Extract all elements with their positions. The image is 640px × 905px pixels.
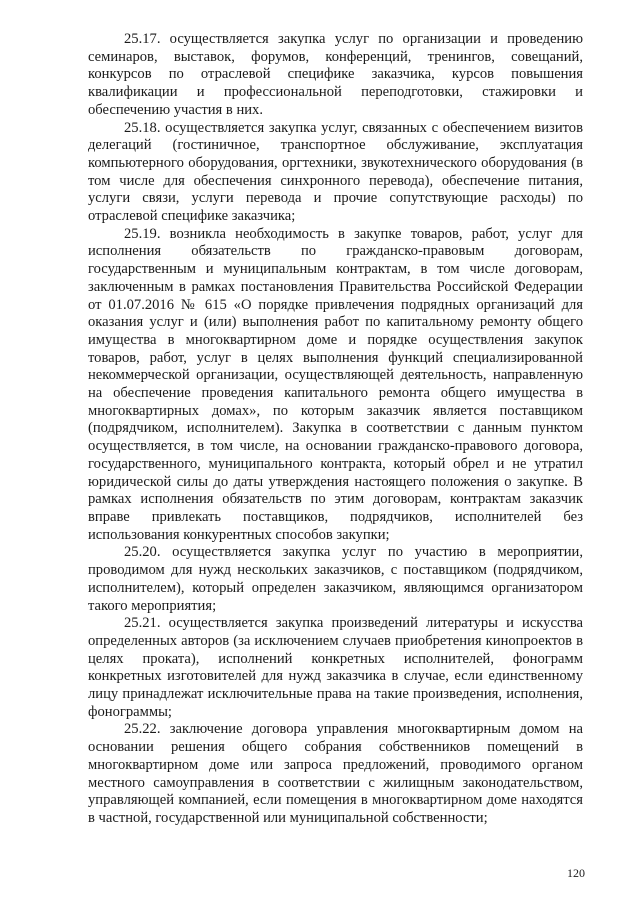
paragraph-25-20: 25.20. осуществляется закупка услуг по участию в мероприятии, проводимом для нужд нескольких заказчиков, с поставщиком (подрядчиком, исполнителем), который определен заказчиком, являющимся организатором такого мероприятия; <box>88 544 583 614</box>
page-number: 120 <box>567 866 585 880</box>
paragraph-25-19: 25.19. возникла необходимость в закупке товаров, работ, услуг для исполнения обязательств по гражданско-правовым договорам, государственным и муниципальным контрактам, в том числе договорам, заключенным в рамках постановления Правительства Российской Федерации от 01.07.2016 № 615 «О порядке привлечения подрядных организаций для оказания услуг и (или) выполнения работ по капитальному ремонту общего имущества в многоквартирном доме и порядке осуществления закупок товаров, работ, услуг в целях выполнения функций специализированной некоммерческой организации, осуществляющей деятельность, направленную на обеспечение проведения капитального ремонта общего имущества в многоквартирных домах», по которым заказчик является поставщиком (подрядчиком, исполнителем). Закупка в соответствии с данным пунктом осуществляется, в том числе, на основании гражданско-правового договора, государственного, муниципального контракта, который обрел и не утратил юридической силы до даты утверждения настоящего положения о закупке. В рамках исполнения обязательств по этим договорам, контрактам заказчик вправе привлекать поставщиков, подрядчиков, исполнителей без использования конкурентных способов закупки; <box>88 225 583 543</box>
paragraph-25-21: 25.21. осуществляется закупка произведений литературы и искусства определенных авторов (за исключением случаев приобретения кинопроектов в целях проката), исполнений конкретных исполнителей, фонограмм конкретных изготовителей для нужд заказчика в случае, если единственному лицу принадлежат исключительные права на такие произведения, исполнения, фонограммы; <box>88 615 583 720</box>
paragraph-25-17: 25.17. осуществляется закупка услуг по организации и проведению семинаров, выставок, форумов, конференций, тренингов, совещаний, конкурсов по отраслевой специфике заказчика, курсов повышения квалификации и профессиональной переподготовки, стажировки и обеспечению участия в них. <box>88 31 583 118</box>
paragraph-25-18: 25.18. осуществляется закупка услуг, связанных с обеспечением визитов делегаций (гостиничное, транспортное обслуживание, эксплуатация компьютерного оборудования, оргтехники, звукотехнического оборудования (в том числе для обеспечения синхронного перевода), обеспечение питания, услуги связи, услуги перевода и прочие сопутствующие расходы) по отраслевой специфике заказчика; <box>88 119 583 225</box>
paragraph-25-22: 25.22. заключение договора управления многоквартирным домом на основании решения общего собрания собственников помещений в многоквартирном доме или запроса предложений, проводимого органом местного самоуправления в соответствии с жилищным законодательством, управляющей компанией, если помещения в многоквартирном доме находятся в частной, государственной или муниципальной собственности; <box>88 721 583 826</box>
